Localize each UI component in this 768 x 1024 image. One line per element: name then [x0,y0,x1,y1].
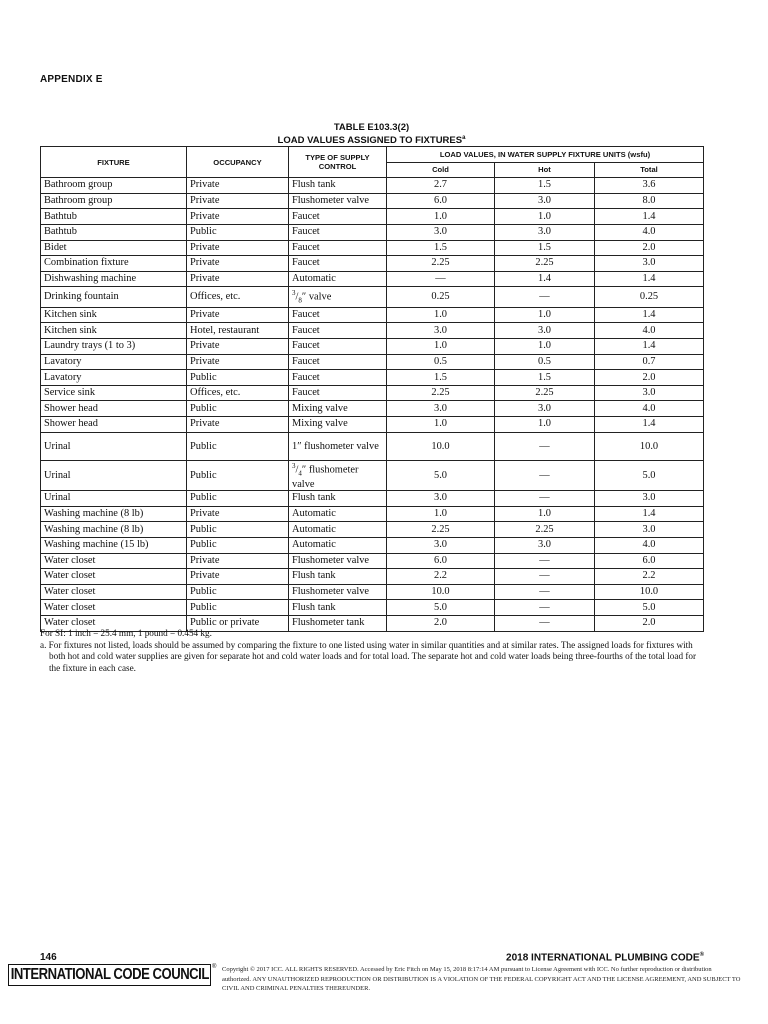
cell-cold: 1.5 [387,370,495,386]
cell-total: 4.0 [595,537,704,553]
cell-hot: — [495,491,595,507]
cell-hot: 2.25 [495,385,595,401]
cell-cold: 3.0 [387,491,495,507]
cell-hot: 1.0 [495,417,595,433]
cell-cold: 10.0 [387,432,495,460]
cell-cold: 3.0 [387,537,495,553]
table-row [41,460,704,491]
table-row [41,401,704,417]
cell-supply-control: Faucet [289,323,387,339]
cell-hot: 2.25 [495,522,595,538]
cell-cold: 1.0 [387,417,495,433]
cell-supply-control [289,287,387,308]
fraction-denominator: 4 [298,469,302,478]
table-row [41,209,704,225]
cell-occupancy: Public [187,401,289,417]
table-header [41,147,704,178]
cell-supply-control: Faucet [289,385,387,401]
cell-occupancy: Private [187,240,289,256]
si-conversion-note: For SI: 1 inch = 25.4 mm, 1 pound = 0.454 kg. [40,628,212,638]
cell-fixture: Urinal [41,460,187,491]
cell-fixture: Service sink [41,385,187,401]
cell-supply-control: Faucet [289,354,387,370]
icc-logo [8,964,211,986]
cell-cold: 6.0 [387,553,495,569]
cell-supply-control: Flushometer valve [289,193,387,209]
cell-supply-control: Flushometer valve [289,553,387,569]
cell-fixture: Kitchen sink [41,307,187,323]
cell-supply-control: Flushometer valve [289,584,387,600]
cell-cold: 2.25 [387,256,495,272]
table-caption [40,133,703,146]
cell-cold: 5.0 [387,460,495,491]
cell-hot: 3.0 [495,323,595,339]
table-row [41,193,704,209]
cell-supply-control: Automatic [289,522,387,538]
cell-hot: — [495,432,595,460]
cell-fixture: Drinking fountain [41,287,187,308]
cell-occupancy: Public [187,537,289,553]
icc-logo-text: INTERNATIONAL CODE COUNCIL [10,966,209,983]
table-notes [40,628,704,674]
table-row [41,339,704,355]
cell-fixture: Washing machine (8 lb) [41,506,187,522]
col-header-occupancy: OCCUPANCY [187,147,289,178]
cell-total: 3.0 [595,491,704,507]
fraction-denominator: 8 [298,296,302,305]
cell-supply-control: Faucet [289,240,387,256]
cell-cold: 10.0 [387,584,495,600]
footnote-a: a. For fixtures not listed, loads should be assumed by comparing the fixture to one listed using water in similar quantities and at similar rates. The assigned loads for fixtures with both hot and cold water supplies are given for separate hot and cold water loads and for total load. The separate hot and cold water loads being three-fourths of the total load for the fixture in each case. [40,639,697,673]
cell-fixture: Lavatory [41,370,187,386]
cell-supply-control [289,460,387,491]
cell-supply-control: Mixing valve [289,417,387,433]
table-row [41,354,704,370]
table-row [41,370,704,386]
cell-total: 4.0 [595,224,704,240]
cell-hot: 0.5 [495,354,595,370]
cell-fixture: Bathtub [41,224,187,240]
cell-total: 2.0 [595,240,704,256]
table-caption-text: LOAD VALUES ASSIGNED TO FIXTURES [277,135,463,147]
cell-supply-control: Automatic [289,506,387,522]
cell-occupancy: Private [187,256,289,272]
cell-hot: 1.0 [495,209,595,225]
cell-occupancy: Private [187,193,289,209]
cell-supply-control: Automatic [289,537,387,553]
cell-fixture: Urinal [41,432,187,460]
cell-occupancy: Public [187,600,289,616]
cell-cold: 3.0 [387,323,495,339]
cell-occupancy: Public or private [187,615,289,631]
col-header-total: Total [595,162,704,178]
cell-fixture: Lavatory [41,354,187,370]
cell-fixture: Water closet [41,569,187,585]
cell-total: 4.0 [595,323,704,339]
cell-hot: 3.0 [495,401,595,417]
cell-cold: 0.5 [387,354,495,370]
cell-occupancy: Private [187,506,289,522]
cell-hot: — [495,615,595,631]
load-values-table [40,146,704,632]
table-row [41,385,704,401]
cell-occupancy: Private [187,271,289,287]
cell-total: 10.0 [595,432,704,460]
table-row [41,600,704,616]
cell-fixture: Shower head [41,401,187,417]
cell-hot: — [495,460,595,491]
cell-cold: 1.0 [387,506,495,522]
cell-occupancy: Public [187,491,289,507]
cell-total: 10.0 [595,584,704,600]
cell-hot: 1.5 [495,240,595,256]
col-header-cold: Cold [387,162,495,178]
cell-total: 1.4 [595,506,704,522]
cell-occupancy: Public [187,460,289,491]
table-row [41,432,704,460]
cell-total: 2.0 [595,615,704,631]
table-row [41,553,704,569]
cell-fixture: Laundry trays (1 to 3) [41,339,187,355]
cell-occupancy: Private [187,339,289,355]
cell-supply-control: Flush tank [289,178,387,194]
cell-cold: 1.0 [387,209,495,225]
cell-supply-control: Automatic [289,271,387,287]
cell-occupancy: Private [187,354,289,370]
cell-occupancy: Private [187,417,289,433]
table-row [41,287,704,308]
cell-total: 5.0 [595,600,704,616]
copyright-notice: Copyright © 2017 ICC. ALL RIGHTS RESERVED. Accessed by Eric Fitch on May 15, 2018 8:17:14 AM pursuant to License Agreement with ICC. No further reproduction or distribution authorized. ANY UNAUTHORIZED REPRODUCTION OR DISTRIBUTION IS A VIOLATION OF THE FEDERAL COPYRIGHT ACT AND THE LICENSE AGREEMENT, AND SUBJECT TO CIVIL AND CRIMINAL PENALTIES THEREUNDER. [222,966,741,992]
table-title [40,122,703,146]
cell-supply-control: Faucet [289,209,387,225]
cell-hot: — [495,600,595,616]
cell-cold: 0.25 [387,287,495,308]
cell-hot: 2.25 [495,256,595,272]
cell-fixture: Bathroom group [41,193,187,209]
cell-cold: — [387,271,495,287]
cell-supply-control: Faucet [289,339,387,355]
cell-hot: 1.0 [495,339,595,355]
table-row [41,522,704,538]
cell-occupancy: Private [187,569,289,585]
cell-occupancy: Hotel, restaurant [187,323,289,339]
book-title-text: 2018 INTERNATIONAL PLUMBING CODE [506,952,700,964]
cell-supply-control: Faucet [289,256,387,272]
control-text: ″ valve [301,291,332,303]
table-row [41,256,704,272]
cell-total: 0.7 [595,354,704,370]
cell-occupancy: Offices, etc. [187,385,289,401]
cell-occupancy: Public [187,432,289,460]
cell-hot: 3.0 [495,193,595,209]
cell-total: 1.4 [595,209,704,225]
cell-supply-control: 1″ flushometer valve [289,432,387,460]
cell-fixture: Combination fixture [41,256,187,272]
cell-cold: 1.0 [387,339,495,355]
fraction-numerator: 3 [292,461,296,470]
cell-hot: 1.4 [495,271,595,287]
cell-cold: 1.5 [387,240,495,256]
cell-fixture: Bidet [41,240,187,256]
book-title [506,952,704,963]
cell-supply-control: Flush tank [289,569,387,585]
cell-supply-control: Flushometer tank [289,615,387,631]
col-header-load-values: LOAD VALUES, IN WATER SUPPLY FIXTURE UNITS (wsfu) [387,147,704,163]
cell-fixture: Dishwashing machine [41,271,187,287]
cell-fixture: Washing machine (15 lb) [41,537,187,553]
cell-cold: 5.0 [387,600,495,616]
cell-hot: — [495,584,595,600]
table-body [41,178,704,631]
cell-cold: 1.0 [387,307,495,323]
cell-fixture: Shower head [41,417,187,433]
cell-occupancy: Private [187,178,289,194]
cell-occupancy: Public [187,584,289,600]
cell-fixture: Bathroom group [41,178,187,194]
table-row [41,569,704,585]
cell-total: 1.4 [595,417,704,433]
cell-hot: — [495,287,595,308]
cell-total: 1.4 [595,339,704,355]
cell-cold: 2.7 [387,178,495,194]
cell-supply-control: Faucet [289,370,387,386]
cell-total: 3.0 [595,385,704,401]
cell-total: 3.0 [595,522,704,538]
table-row [41,240,704,256]
page-number: 146 [40,952,57,963]
cell-hot: 1.0 [495,506,595,522]
cell-supply-control: Flush tank [289,600,387,616]
table-row [41,417,704,433]
table-row [41,224,704,240]
cell-cold: 3.0 [387,401,495,417]
registered-mark: ® [699,952,704,958]
cell-fixture: Water closet [41,553,187,569]
cell-fixture: Washing machine (8 lb) [41,522,187,538]
cell-total: 3.0 [595,256,704,272]
table-row [41,271,704,287]
cell-supply-control: Mixing valve [289,401,387,417]
cell-hot: 1.5 [495,178,595,194]
table-row [41,537,704,553]
table-row [41,584,704,600]
col-header-fixture: FIXTURE [41,147,187,178]
table-row [41,506,704,522]
cell-fixture: Water closet [41,615,187,631]
cell-occupancy: Private [187,209,289,225]
cell-hot: 1.5 [495,370,595,386]
cell-occupancy: Offices, etc. [187,287,289,308]
cell-cold: 3.0 [387,224,495,240]
cell-occupancy: Private [187,553,289,569]
cell-cold: 6.0 [387,193,495,209]
logo-registered-mark: ® [212,964,217,970]
cell-cold: 2.25 [387,385,495,401]
cell-supply-control: Flush tank [289,491,387,507]
cell-total: 4.0 [595,401,704,417]
table-number: TABLE E103.3(2) [333,122,410,133]
cell-total: 1.4 [595,271,704,287]
control-text: ″ flushometer valve [292,464,359,491]
fraction-numerator: 3 [292,289,296,298]
cell-total: 2.2 [595,569,704,585]
cell-hot: 1.0 [495,307,595,323]
fraction-slash: / [295,291,299,303]
table-row [41,491,704,507]
cell-cold: 2.2 [387,569,495,585]
cell-total: 6.0 [595,553,704,569]
cell-hot: — [495,569,595,585]
cell-fixture: Water closet [41,600,187,616]
table-row [41,178,704,194]
cell-fixture: Urinal [41,491,187,507]
cell-total: 8.0 [595,193,704,209]
footnote-marker: a [462,135,466,141]
fraction-slash: / [295,464,299,476]
col-header-hot: Hot [495,162,595,178]
table-row [41,307,704,323]
cell-supply-control: Faucet [289,224,387,240]
cell-total: 0.25 [595,287,704,308]
cell-hot: 3.0 [495,224,595,240]
cell-cold: 2.25 [387,522,495,538]
cell-total: 1.4 [595,307,704,323]
cell-occupancy: Public [187,370,289,386]
cell-total: 2.0 [595,370,704,386]
cell-fixture: Bathtub [41,209,187,225]
cell-fixture: Kitchen sink [41,323,187,339]
col-header-supply-control: TYPE OF SUPPLY CONTROL [289,147,387,178]
cell-fixture: Water closet [41,584,187,600]
cell-hot: — [495,553,595,569]
cell-occupancy: Private [187,307,289,323]
cell-total: 5.0 [595,460,704,491]
table-row [41,323,704,339]
cell-cold: 2.0 [387,615,495,631]
cell-supply-control: Faucet [289,307,387,323]
cell-total: 3.6 [595,178,704,194]
appendix-heading: APPENDIX E [40,74,103,85]
cell-hot: 3.0 [495,537,595,553]
cell-occupancy: Public [187,224,289,240]
cell-occupancy: Public [187,522,289,538]
